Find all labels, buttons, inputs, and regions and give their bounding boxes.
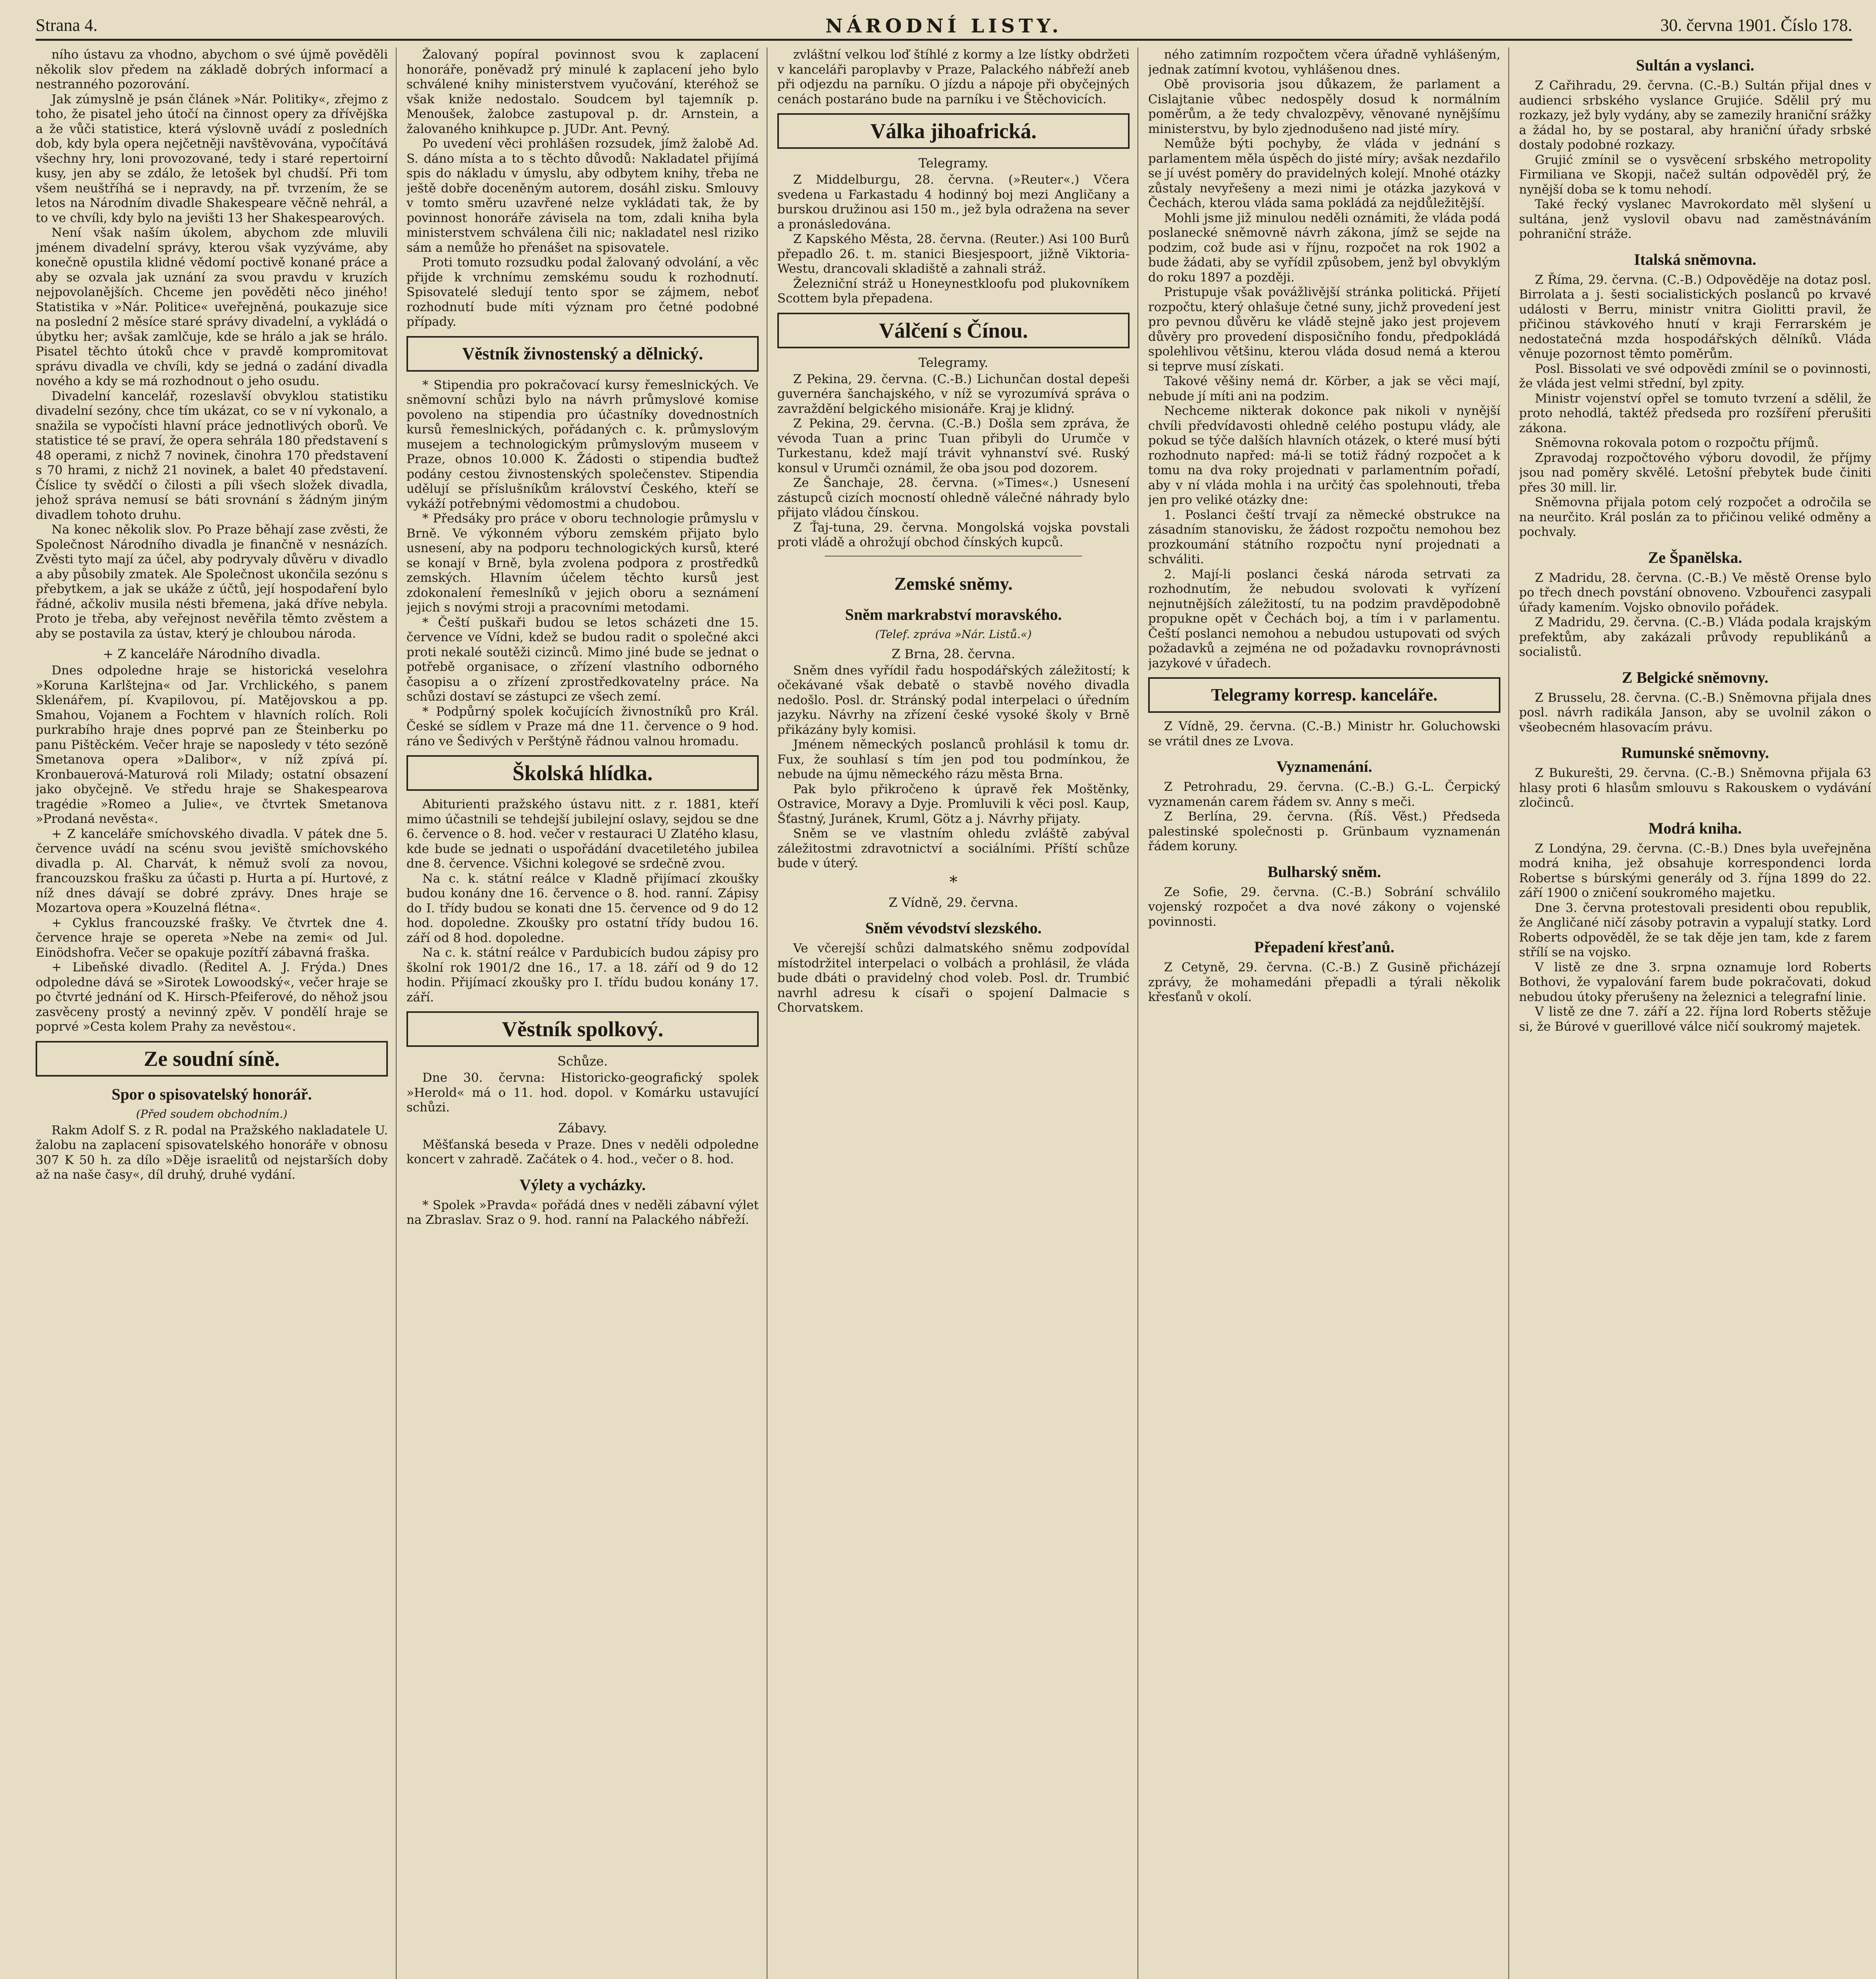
article-paragraph: Z Vídně, 29. června. (C.-B.) Ministr hr. Goluchowski se vrátil dnes ze Lvova. <box>1148 719 1500 748</box>
section-title-clubs: Věstník spolkový. <box>501 1017 664 1041</box>
article-paragraph: 1. Poslanci čeští trvají za německé obstrukce na zásadním stanovisku, že žádost rozpočtu nemohou bez prozkoumání státního rozpočtu nyní projednati a schváliti. <box>1148 507 1500 566</box>
article-paragraph: Zpravodaj rozpočtového výboru dovodil, že příjmy jsou nad poměry skvělé. Letošní přebytek bude činiti přes 30 mill. lir. <box>1519 450 1871 495</box>
separator-rule <box>825 556 1082 560</box>
column-4 <box>1148 47 1500 1979</box>
article-subtitle: (Před soudem obchodním.) <box>136 1107 288 1121</box>
section-title-war-africa: Válka jihoafrická. <box>870 119 1037 143</box>
article-paragraph: Z Kapského Města, 28. června. (Reuter.) Asi 100 Burů přepadlo 26. t. m. stanici Biesjespoort, jižně Viktoria-Westu, drancovali skladiště a zahnali stráž. <box>777 232 1130 276</box>
article-paragraph: Proti tomuto rozsudku podal žalovaný odvolání, a věc přijde k vrchnímu zemskému soudu k rozhodnutí. Spisovatelé sledují tento spor se zájmem, neboť rozhodnutí bude míti význam pro četné podobné případy. <box>406 255 759 329</box>
article-paragraph: Dne 30. června: Historicko-geografický spolek »Herold« má o 11. hod. dopol. v Komárku ustavující schůzi. <box>406 1071 759 1115</box>
article-paragraph: Z Middelburgu, 28. června. (»Reuter«.) Včera svedena u Farkastadu 4 hodinný boj mezi Angličany a burskou družinou asi 150 m., jež byla odražena na sever a pronásledována. <box>777 173 1130 232</box>
subsection-heading: Zábavy. <box>558 1120 607 1136</box>
article-title: Spor o spisovatelský honorář. <box>111 1085 312 1103</box>
article-paragraph: Na c. k. státní reálce v Pardubicích budou zápisy pro školní rok 1901/2 dne 16., 17. a 18. září od 9 do 12 hodin. Přijímací zkoušky pro I. třídu budou konány 17. září. <box>406 946 759 1005</box>
article-paragraph: 2. Mají-li poslanci česká národa setrvati za rozhodnutím, že nebudou svolovati k vyřízení nejnutnějších záležitostí, tu na podzim pravděpodobně propukne opět v Čechách boj, a tím i v parlamentu. Čeští poslanci nemohou a nebudou ustupovati od svých požadavků a zejména ne od požadavku rovnoprávnosti jazykové v úřadech. <box>1148 567 1500 670</box>
article-paragraph: Z Londýna, 29. června. (C.-B.) Dnes byla uveřejněna modrá kniha, jež obsahuje korrespondenci lorda Robertse s búrskými generály od 3. října 1899 do 22. září 1900 o zničení soukromého majetku. <box>1519 841 1871 900</box>
article-paragraph: Pak bylo přikročeno k úpravě řek Moštěnky, Ostravice, Moravy a Dyje. Promluvili k věci posl. Kaup, Šťastný, Juránek, Kruml, Götz a j. Návrhy přijaty. <box>777 782 1130 826</box>
subsection-heading: Z Belgické sněmovny. <box>1622 668 1769 686</box>
article-paragraph: Z Pekina, 29. června. (C.-B.) Došla sem zpráva, že vévoda Tuan a princ Tuan přibyli do Urumče v Turkestanu, kdež mají trávit vyhnanství své. Ruský konsul v Urumči oznámil, že oba jsou pod dozorem. <box>777 416 1130 475</box>
article-paragraph: Sněm dnes vyřídil řadu hospodářských záležitostí; k očekávané však debatě o stavbě nového divadla nedošlo. Posl. dr. Stránský podal interpelaci o úředním jazyku. Návrhy na zřízení české vysoké školy v Brně přikázány byly komisi. <box>777 663 1130 737</box>
subsection-heading: Vyznamenání. <box>1276 758 1372 775</box>
article-paragraph: Mohli jsme již minulou neděli oznámiti, že vláda podá poslanecké sněmovně návrh zákona, jímž se sejde na podzim, což bude asi v říjnu, rozpočet na rok 1902 a bude žádati, aby se vyřídil způsobem, jenž byl obvyklým do roku 1897 a později. <box>1148 211 1500 285</box>
article-paragraph: Obě provisoria jsou důkazem, že parlament a Cislajtanie vůbec nedospěly dosud k normálním poměrům, a že tedy chvalozpěvy, věnované nynějšímu ministerstvu, by bylo zjednodušeno nad jisté míry. <box>1148 77 1500 136</box>
column-5 <box>1519 47 1871 1979</box>
column-2 <box>406 47 759 1979</box>
article-paragraph: * Stipendia pro pokračovací kursy řemeslnických. Ve sněmovní schůzi bylo na návrh průmyslové komise povoleno na stipendia pro účastníky dovednostních kursů řemeslnických, pořádaných c. k. průmyslovým musejem a technologickým průmyslovým museem v Praze, obnos 10.000 K. Žádosti o stipendia buďtež podány cestou živnostenských společenstev. Stipendia udělují se příslušníkům království Českého, kteří se vykáží potřebnými vědomostmi a chudobou. <box>406 378 759 511</box>
subsection-heading: Přepadení křesťanů. <box>1254 938 1395 956</box>
article-title: Sněm vévodství slezského. <box>865 919 1042 937</box>
section-title-diets: Zemské sněmy. <box>894 573 1013 594</box>
article-paragraph: Po uvedení věci prohlášen rozsudek, jímž žalobě Ad. S. dáno místa a to s těchto důvodů: Nakladatel přijímá spis do nákladu v úmyslu, aby odbytem knihy, třeba ne ještě dobře doceněným autorem, dosáhl zisku. Smlouvy v tomto směru uzavřené nelze vykládati tak, že by povinnost honoráře závisela na tom, zdali kniha byla ministerstvem schválena čili nic; nakladatel nesl riziko sám a nemůže ho přenášet na spisovatele. <box>406 137 759 255</box>
article-paragraph: Divadelní kancelář, rozeslavší obvyklou statistiku divadelní sezóny, chce tím ukázat, co se v ní vykonalo, a snažila se vypočísti hlavní práce jednotlivých oborů. Ve statistice té se praví, že opera sehrála 180 představení s 48 operami, z nichž 7 novinek, činohra 170 představení s 70 hrami, z nichž 21 novinek, a balet 40 představení. Číslice ty svědčí o čilosti a píli všech složek divadla, jehož správa nemusí se báti srovnání s žádným jiným divadlem tohoto druhu. <box>36 389 388 522</box>
newspaper-title: NÁRODNÍ LISTY. <box>825 15 1063 37</box>
article-paragraph: Z Petrohradu, 29. června. (C.-B.) G.-L. Čerpický vyznamenán carem řádem sv. Anny s meči. <box>1148 780 1500 809</box>
article-paragraph: * Podpůrný spolek kočujících živnostníků pro Král. České se sídlem v Praze má dne 11. července o 9 hod. ráno ve Šedivých v Perštýně řádnou valnou hromadu. <box>406 704 759 748</box>
article-paragraph: Z Říma, 29. června. (C.-B.) Odpověděje na dotaz posl. Birrolata a j. šesti socialistických poslanců po krvavé události v Berru, ministr vnitra Giolitti pravil, že přičinou stávkového hnutí v kraji Ferrarském je nedostatečná mzda hospodářských dělníků. Vláda věnuje pozornost těmto poměrům. <box>1519 272 1871 361</box>
section-box <box>777 313 1130 348</box>
issue-date-number: 30. června 1901. Číslo 178. <box>1660 15 1852 35</box>
section-box <box>406 755 759 791</box>
article-paragraph: Grujić zmínil se o vysvěcení srbského metropolity Firmiliana ve Skopji, načež sultán odpověděl prý, že nynější doba se k tomu nehodí. <box>1519 152 1871 197</box>
page-number: Strana 4. <box>36 15 98 35</box>
article-paragraph: + Cyklus francouzské frašky. Ve čtvrtek dne 4. července hraje se opereta »Nebe na zemi« od Jul. Einödshofra. Večer se opakuje pozítří zábavná fraška. <box>36 915 388 960</box>
article-paragraph: V listě ze dne 7. září a 22. října lord Roberts stěžuje si, že Búrové v guerillové válce ničí soukromý majetek. <box>1519 1005 1871 1034</box>
article-paragraph: Z Bukurešti, 29. června. (C.-B.) Sněmovna přijala 63 hlasy proti 6 hlasům smlouvu s Rakouskem o vydávání zločinců. <box>1519 766 1871 810</box>
article-paragraph: Sněmovna přijala potom celý rozpočet a odročila se na neurčito. Král poslán za to přičinou veliké odměny a pochvaly. <box>1519 495 1871 539</box>
section-box <box>777 113 1130 149</box>
article-paragraph: Z Pekina, 29. června. (C.-B.) Lichunčan dostal depeši guvernéra šanchajského, v níž se vyrozumívá správa o zavraždění belgického misionáře. Kraj je klidný. <box>777 372 1130 416</box>
article-paragraph: Z Berlína, 29. června. (Říš. Věst.) Předseda palestinské společnosti p. Grünbaum vyznamenán řádem koruny. <box>1148 809 1500 853</box>
column-rule <box>1508 47 1509 1979</box>
article-paragraph: Rakm Adolf S. z R. podal na Pražského nakladatele U. žalobu na zaplacení spisovatelského honoráře v obnosu 307 K 50 h. za dílo »Děje israelitů od nejstarších doby až na naše časy«, díl druhý, druhé vydání. <box>36 1123 388 1182</box>
article-paragraph: Jak zúmyslně je psán článek »Nár. Politiky«, zřejmo z toho, že pisatel jeho útočí na činnost opery za dřívějška a že vůči statistice, která výslovně uvádí z posledních dob, kdy byla opera nejčetněji navštěvována, vypočítává všechny hry, loni provozované, tedy i staré repertoirní kusy, jen aby se zdálo, že letošek byl chudší. Při tom všem neuštříhá se i nepravdy, na př. tvrzením, že se letos na Národním divadle Shakespeare věčně nehrál, a to ve chvíli, kdy bylo na jevišti 13 her Shakespearových. <box>36 92 388 225</box>
article-paragraph: Z Cetyně, 29. června. (C.-B.) Z Gusině přicházejí zprávy, že mohamedáni přepadli a týrali několik křesťanů v okolí. <box>1148 960 1500 1004</box>
article-subtitle: (Telef. zpráva »Nár. Listů.«) <box>875 627 1032 641</box>
subsection-heading: Sultán a vyslanci. <box>1636 56 1754 74</box>
article-paragraph: Ze Šanchaje, 28. června. (»Times«.) Usnesení zástupců cizích mocností ohledně válečné náhrady bylo přijato vládou čínskou. <box>777 476 1130 520</box>
article-paragraph: Také řecký vyslanec Mavrokordato měl slyšení u sultána, jenž vyslovil obavu nad zaměstnáváním pohraniční stráže. <box>1519 197 1871 241</box>
article-paragraph: Ve včerejší schůzi dalmatského sněmu zodpovídal místodržitel interpelaci o volbách a prohlásil, že vláda bude dbáti o pravidelný chod voleb. Posl. dr. Trumbić navrhl adresu k císaři o spojení Dalmacie s Chorvatskem. <box>777 941 1130 1015</box>
subsection-heading: Italská sněmovna. <box>1634 250 1756 268</box>
dateline: Z Brna, 28. června. <box>891 646 1016 661</box>
article-paragraph: Jménem německých poslanců prohlásil k tomu dr. Fux, že souhlasí s tím jen pod tou podmínkou, že nebude na újmu německého rázu města Brna. <box>777 737 1130 781</box>
article-paragraph: Z Cařihradu, 29. června. (C.-B.) Sultán přijal dnes v audienci srbského vyslance Grujiće. Sdělil prý mu rozkazy, jež byly vydány, aby se zamezily hraniční srážky a žádal ho, by se postaral, aby hraniční úřady srbské dostaly podobné rozkazy. <box>1519 78 1871 152</box>
article-paragraph: Takové věšiny nemá dr. Körber, a jak se věci mají, nebude jí míti ani na podzim. <box>1148 374 1500 403</box>
section-title-school: Školská hlídka. <box>512 761 653 785</box>
subsection-heading: Rumunské sněmovny. <box>1621 744 1769 762</box>
article-paragraph: * Spolek »Pravda« pořádá dnes v neděli zábavní výlet na Zbraslav. Sraz o 9. hod. ranní na Palackého nábřeží. <box>406 1198 759 1227</box>
article-paragraph: ného zatimním rozpočtem včera úřadně vyhlášeným, jednak zatímní kvotou, vyhlášenou dnes. <box>1148 47 1500 77</box>
article-paragraph: Na c. k. státní reálce v Kladně přijímací zkoušky budou konány dne 16. července o 8. hod. ranní. Zápisy do I. třídy budou se konati dne 15. července od 9 do 12 hod. dopoledne. Zkoušky pro ostatní třídy budou 16. září od 8 hod. dopoledne. <box>406 871 759 945</box>
article-paragraph: ního ústavu za vhodno, abychom o své újmě pověděli několik slov předem na základě dobrých informací a nestranného pozorování. <box>36 47 388 91</box>
article-paragraph: * Čeští puškaři budou se letos scházeti dne 15. července ve Vídni, kdež se budou radit o společné akci proti nekalé soutěži cizinců. Mimo jiné bude se jednat o potřebě organisace, o zřízení vlastního odborného časopisu a o zřízení zprostředkovatelny práce. Na schůzi dostaví se zástupci ze všech zemí. <box>406 615 759 704</box>
article-paragraph: Na konec několik slov. Po Praze běhají zase zvěsti, že Společnost Národního divadla je finančně v nesnázích. Zvěsti tyto mají za účel, aby podryvaly důvěru v divadlo a aby působily zmatek. Ale Společnost ukončila sezónu s přebytkem, a jak se ukáže z účtů, její hospodaření bylo řádné, ačkoliv musila nésti břemena, jaká dříve nebyla. Proto je třeba, aby veřejnost nevěřila těmto zvěstem a aby se postavila za ústav, který je chloubou národa. <box>36 522 388 641</box>
article-paragraph: Sněmovna rokovala potom o rozpočtu příjmů. <box>1535 436 1819 450</box>
dateline: Z Vídně, 29. června. <box>889 895 1018 910</box>
section-box <box>36 1041 388 1077</box>
article-paragraph: * Předsáky pro práce v oboru technologie průmyslu v Brně. Ve výkonném výboru zemském přijato bylo usnesení, aby na podporu technologických kursů, které se konají v Brně, byla zvolena podpora z prostředků zemských. Hlavním účelem těchto kursů jest zdokonalení řemeslníků v jejich oboru a seznámení jejich s novými stroji a pracovními metodami. <box>406 511 759 615</box>
section-title-telegrams: Telegramy korresp. kanceláře. <box>1211 685 1437 705</box>
article-paragraph: Z Madridu, 28. června. (C.-B.) Ve městě Orense bylo po třech dnech povstání obnoveno. Vzbouřenci zasypali úřady kamením. Vojsko obnovilo pořádek. <box>1519 570 1871 615</box>
article-paragraph: Sněm se ve vlastním ohledu zvláště zabýval záležitostmi zdravotnictví a sociálními. Příští schůze bude v úterý. <box>777 826 1130 870</box>
subsection-heading: Modrá kniha. <box>1648 819 1742 837</box>
subsection-heading: Schůze. <box>557 1054 608 1069</box>
article-paragraph: zvláštní velkou loď štíhlé z kormy a lze lístky obdržeti v kanceláři paroplavby v Praze, Palackého nábřeží aneb při odjezdu na parníku. O jízdu a nápoje při obyčejných cenách postaráno bude na parníku i ve Štěchovicích. <box>777 47 1130 106</box>
subsection-heading: Ze Španělska. <box>1648 548 1742 566</box>
asterisk-divider: * <box>949 873 957 891</box>
section-box <box>406 336 759 372</box>
article-paragraph: Nemůže býti pochyby, že vláda v jednání s parlamentem měla úspěch do jisté míry; avšak nezdařilo se jí uvést poměry do pravidelných kolejí. Mnohé otázky zůstaly nevyřešeny a mezi nimi je otázka jazyková v Čechách, kterou vláda sama pokládá za nejdůležitější. <box>1148 137 1500 210</box>
article-paragraph: Pristupuje však povážlivější stránka politická. Přijetí rozpočtu, který ohlašuje četné suny, jichž provedení jest pro pevnou důvěru ke vládě stejně jako jest projevem důvěry pro provedení disposičního fondu, předpokládá spolehlivou většinu, kterou vláda dosud nemá a kterou si teprve musí získati. <box>1148 285 1500 374</box>
section-title-china: Válčení s Čínou. <box>879 318 1028 342</box>
article-paragraph: Nechceme nikterak dokonce pak nikoli v nynější chvíli předvídavosti ohledně celého postupu vlády, ale pokud se týče dalších hlavních otázek, o které musí býti rozhodnuto napřed: má-li se totiž řádný rozpočet a k tomu na dva roky projednati v parlamentním pořadí, aby v ní vláda mohla i na určitý čas spolehnouti, třeba jen pro veliké otázky dne: <box>1148 404 1500 507</box>
article-paragraph: Žalovaný popíral povinnost svou k zaplacení honoráře, poněvadž prý minulé k zaplacení jeho bylo schválené knihy ministerstvem vyučování, kteréhož se však kniže nedostalo. Soudcem byl tajemník p. Menoušek, žalobce zastupoval p. dr. Arnstein, a žalovaného knihkupce p. JUDr. Ant. Pevný. <box>406 47 759 136</box>
article-paragraph: Dne 3. června protestovali presidenti obou republik, že Angličané ničí zásoby potravin a vypalují statky. Lord Roberts odpověděl, že se tak děje jen tam, kde z farem střílí se na vojsko. <box>1519 900 1871 959</box>
article-paragraph: Dnes odpoledne hraje se historická veselohra »Koruna Karlštejna« od Jar. Vrchlického, s panem Sklenářem, pí. Kvapilovou, pí. Matějovskou a pp. Smahou, Vojanem a Fochtem v hlavních rolích. Roli purkrabího hraje dnes poprvé pan ze Šteinberku po panu Pištěckém. Večer hraje se naposledy v této sezóně Smetanova opera »Dalibor«, v níž zpívá pí. Kronbauerová-Maturová roli Milady; ostatní obsazení jako obyčejně. Ve středu hraje se Shakespearova tragédie »Romeo a Julie«, ve čtvrtek Smetanova »Prodaná nevěsta«. <box>36 663 388 826</box>
page-header <box>36 11 1852 41</box>
article-paragraph: Z Madridu, 29. června. (C.-B.) Vláda podala krajským prefektům, aby zakázali průvody republikánů a socialistů. <box>1519 615 1871 659</box>
column-rule <box>1137 47 1138 1979</box>
article-paragraph: Ze Sofie, 29. června. (C.-B.) Sobrání schválilo vojenský rozpočet a dva nové zákony o vojenské povinnosti. <box>1148 885 1500 929</box>
section-title-trade: Věstník živnostenský a dělnický. <box>462 344 703 363</box>
article-title: Sněm markrabství moravského. <box>845 605 1062 623</box>
subsection-heading: Telegramy. <box>918 156 989 171</box>
subsection-heading: Telegramy. <box>918 355 989 370</box>
article-paragraph: Abiturienti pražského ústavu nitt. z r. 1881, kteří mimo účastnili se tehdejší jubilejní oslavy, sejdou se dne 6. července o 8. hod. večer v restauraci U Zlatého klasu, kde bude se jednati o uspořádání dvacetiletého jubilea dne 8. července. Všichni kolegové se srdečně zvou. <box>406 797 759 871</box>
section-box <box>406 1011 759 1047</box>
article-paragraph: Není však naším úkolem, abychom zde mluvili jménem divadelní správy, kterou však vyzýváme, aby konečně opustila klidné vědomí poctivě konané práce a aby se ozvala jak uznání za svou pravdu v kruzích nejpovolanějších. Chceme jen pověděti něco jiného! Statistika v »Nár. Politice« uveřejněná, poukazuje sice na poslední 2 měsíce staré správy divadelní, a vykládá o úbytku her; avšak zamlčuje, kde se hrálo a jak se hrálo. Pisatel těchto útoků chce v pravdě kompromitovat správu divadla ve chvíli, kdy se jedná o zadání divadla nového a kdy se má rozhodnout o jeho osudu. <box>36 226 388 388</box>
column-3 <box>777 47 1130 1979</box>
article-paragraph: Ministr vojenství opřel se tomuto tvrzení a sdělil, že proto nehodlá, taktéž předseda pro rozšíření přerušiti zákona. <box>1519 391 1871 435</box>
section-title-court: Ze soudní síně. <box>144 1046 280 1071</box>
article-paragraph: Z Ťaj-tuna, 29. června. Mongolská vojska povstali proti vládě a ohrožují obchod čínských kupců. <box>777 520 1130 549</box>
subsection-heading: Výlety a vycházky. <box>519 1176 646 1194</box>
column-rule <box>396 47 397 1979</box>
column-1 <box>36 47 388 1979</box>
article-paragraph: Měšťanská beseda v Praze. Dnes v neděli odpoledne koncert v zahradě. Začátek o 4. hod., večer o 8. hod. <box>406 1137 759 1166</box>
article-paragraph: Železniční stráž u Honeynestkloofu pod plukovníkem Scottem byla přepadena. <box>777 276 1130 306</box>
article-paragraph: Z Brusselu, 28. června. (C.-B.) Sněmovna přijala dnes posl. návrh radikála Janson, aby se uvolnil zákon o všeobecném hlasovacím právu. <box>1519 690 1871 735</box>
section-heading: + Z kanceláře Národního divadla. <box>103 646 321 661</box>
article-paragraph: Posl. Bissolati ve své odpovědi zmínil se o povinnosti, že vláda jest velmi střední, byl zpity. <box>1519 361 1871 391</box>
section-box <box>1148 677 1500 713</box>
article-paragraph: V listě ze dne 3. srpna oznamuje lord Roberts Bothovi, že vypalování farem bude pokračovati, dokud nebudou útoky přerušeny na železnici a telegrafní linie. <box>1519 960 1871 1004</box>
article-paragraph: + Z kanceláře smíchovského divadla. V pátek dne 5. července uvádí na scénu svou jeviště smíchovského divadla p. Al. Charvát, k němuž svolí za novou, francouzskou frašku za účasti p. Hurta a pí. Hurtové, z níž dnes dávají se dobré zprávy. Dnes hraje se Mozartova opera »Kouzelná flétna«. <box>36 826 388 915</box>
article-paragraph: + Libeňské divadlo. (Ředitel A. J. Frýda.) Dnes odpoledne dává se »Sirotek Lowoodský«, večer hraje se po čtvrté jednání od K. Hirsch-Pfeiferové, do něhož jsou zasvěceny prostý a nevinný zpěv. V pondělí hraje se poprvé »Cesta kolem Prahy za nevěstou«. <box>36 960 388 1034</box>
subsection-heading: Bulharský sněm. <box>1267 862 1381 881</box>
